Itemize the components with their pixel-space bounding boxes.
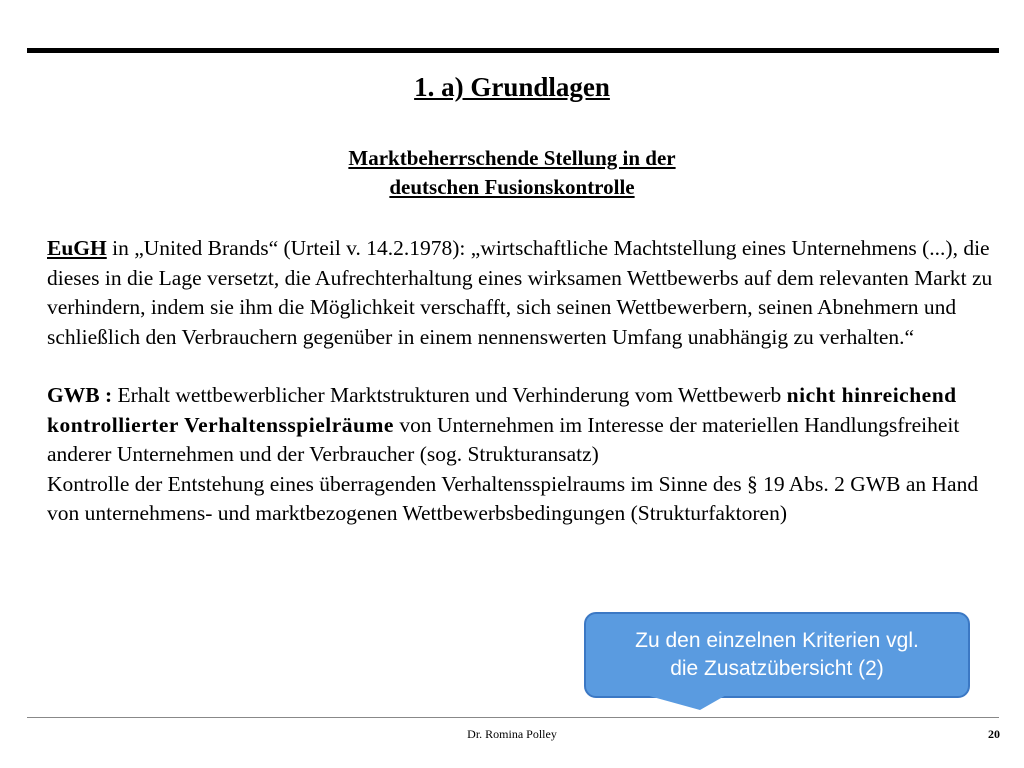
callout-line-1: Zu den einzelnen Kriterien vgl. [635, 629, 919, 652]
gwb-paragraph [47, 381, 997, 470]
control-paragraph: Kontrolle der Entstehung eines überragenden Verhaltensspielraums im Sinne des § 19 Abs. 2 GWB an Hand von unternehmens- und marktbezogenen Wettbewerbsbedingungen (Strukturfaktoren) [47, 471, 979, 525]
gwb-text-b: von Unternehmen im Interesse der materiellen Handlungsfreiheit anderer Unternehmen und der Verbraucher (sog. Strukturansatz) [47, 412, 960, 466]
gwb-emphasis: nicht hinreichend kontrollierter Verhaltensspielräume [47, 383, 957, 437]
eugh-label: EuGH [47, 236, 107, 260]
slide-subtitle [0, 144, 1024, 202]
slide-body [47, 234, 997, 529]
subtitle-line-2: deutschen Fusionskontrolle [389, 175, 635, 199]
callout-tail [642, 694, 728, 710]
gwb-text-a: Erhalt wettbewerblicher Marktstrukturen und Verhinderung vom Wettbewerb [112, 383, 787, 407]
slide-title: 1. a) Grundlagen [414, 72, 610, 102]
gwb-label: GWB : [47, 383, 113, 407]
bottom-rule [27, 717, 999, 718]
callout-box [584, 612, 970, 698]
eugh-paragraph [47, 234, 997, 352]
eugh-text: in „United Brands“ (Urteil v. 14.2.1978): „wirtschaftliche Machtstellung eines Unternehmens (...), die dieses in die Lage versetzt, die Aufrechterhaltung eines wirksamen Wettbewerbs auf dem relevanten Markt zu verhindern, indem sie ihm die Möglichkeit verschafft, sich seinen Wettbewerbern, seinen Abnehmern und schließlich den Verbrauchern gegenüber in einem nennenswerten Umfang unabhängig zu verhalten.“ [47, 236, 993, 349]
subtitle-line-1: Marktbeherrschende Stellung in der [348, 146, 676, 170]
page-number: 20 [988, 727, 1000, 741]
callout-line-2: die Zusatzübersicht (2) [670, 657, 884, 680]
footer-author: Dr. Romina Polley [467, 727, 557, 741]
top-rule [27, 48, 999, 53]
